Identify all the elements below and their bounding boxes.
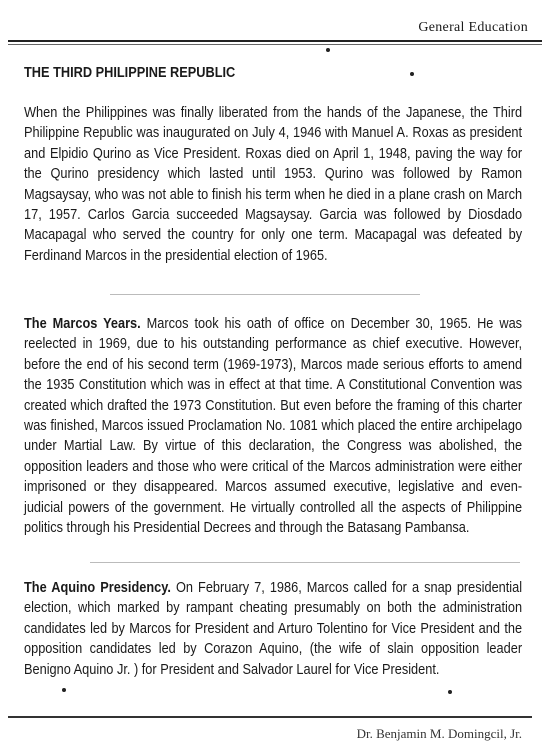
footer-rule <box>8 716 532 718</box>
scan-speck <box>410 72 414 76</box>
paragraph-text: On February 7, 1986, Marcos called for a snap presidential election, which marked by rampant cheating presumably on both the administration candidates led by Marcos for President and Arturo Tolentino for Vice President and the opposition candidates led by Corazon Aquino, (the wife of slain opposition leader Benigno Aquino Jr. ) for President and Salvador Laurel for Vice President. <box>24 580 523 678</box>
footer-author: Dr. Benjamin M. Domingcil, Jr. <box>356 726 522 741</box>
scan-artifact-line <box>90 562 520 563</box>
header-rule <box>8 40 542 42</box>
scan-speck <box>62 688 66 692</box>
scan-speck <box>326 48 330 52</box>
paragraph-text: When the Philippines was finally liberated from the hands of the Japanese, the Third Philippine Republic was inaugurated on July 4, 1946 with Manuel A. Roxas as president and Elpidio Qurino as Vice President. Roxas died on April 1, 1948, paving the way for the Qurino presidency which lasted until 1953. Qurino was followed by Ramon Magsaysay, who was not able to finish his term when he died in a plane crash on March 17, 1957. Carlos Garcia succeeded Magsaysay. Garcia was followed by Diosdado Macapagal who served the country for only one term. Macapagal was defeated by Ferdinand Marcos in the presidential election of 1965. <box>24 105 523 264</box>
scan-speck <box>448 690 452 694</box>
paragraph-third-republic <box>24 103 522 266</box>
paragraph-text: Marcos took his oath of office on December 30, 1965. He was reelected in 1969, due to his outstanding performance as chief executive. However, before the end of his second term (1969-1973), Marcos made serious efforts to amend the 1935 Constitution which was in effect at that time. A Constitutional Convention was created which drafted the 1973 Constitution. But even before the framing of this charter was finished, Marcos issued Proclamation No. 1081 which placed the entire archipelago under Martial Law. By virtue of this declaration, the Congress was abolished, the opposition leaders and those who were critical of the Marcos administration were either imprisoned or they disappeared. Marcos assumed executive, legislative and even-judicial powers of the government. He virtually controlled all the aspects of Philippine politics through his Presidential Decrees and through the Batasang Pambansa. <box>24 316 523 537</box>
paragraph-lead: The Marcos Years. <box>24 316 141 332</box>
section-title: THE THIRD PHILIPPINE REPUBLIC <box>24 65 236 81</box>
scan-artifact-line <box>110 294 420 295</box>
paragraph-marcos-years <box>24 314 522 538</box>
paragraph-aquino-presidency <box>24 578 522 680</box>
header-rule-thin <box>8 44 542 45</box>
paragraph-lead: The Aquino Presidency. <box>24 580 171 596</box>
running-header: General Education <box>418 20 528 35</box>
